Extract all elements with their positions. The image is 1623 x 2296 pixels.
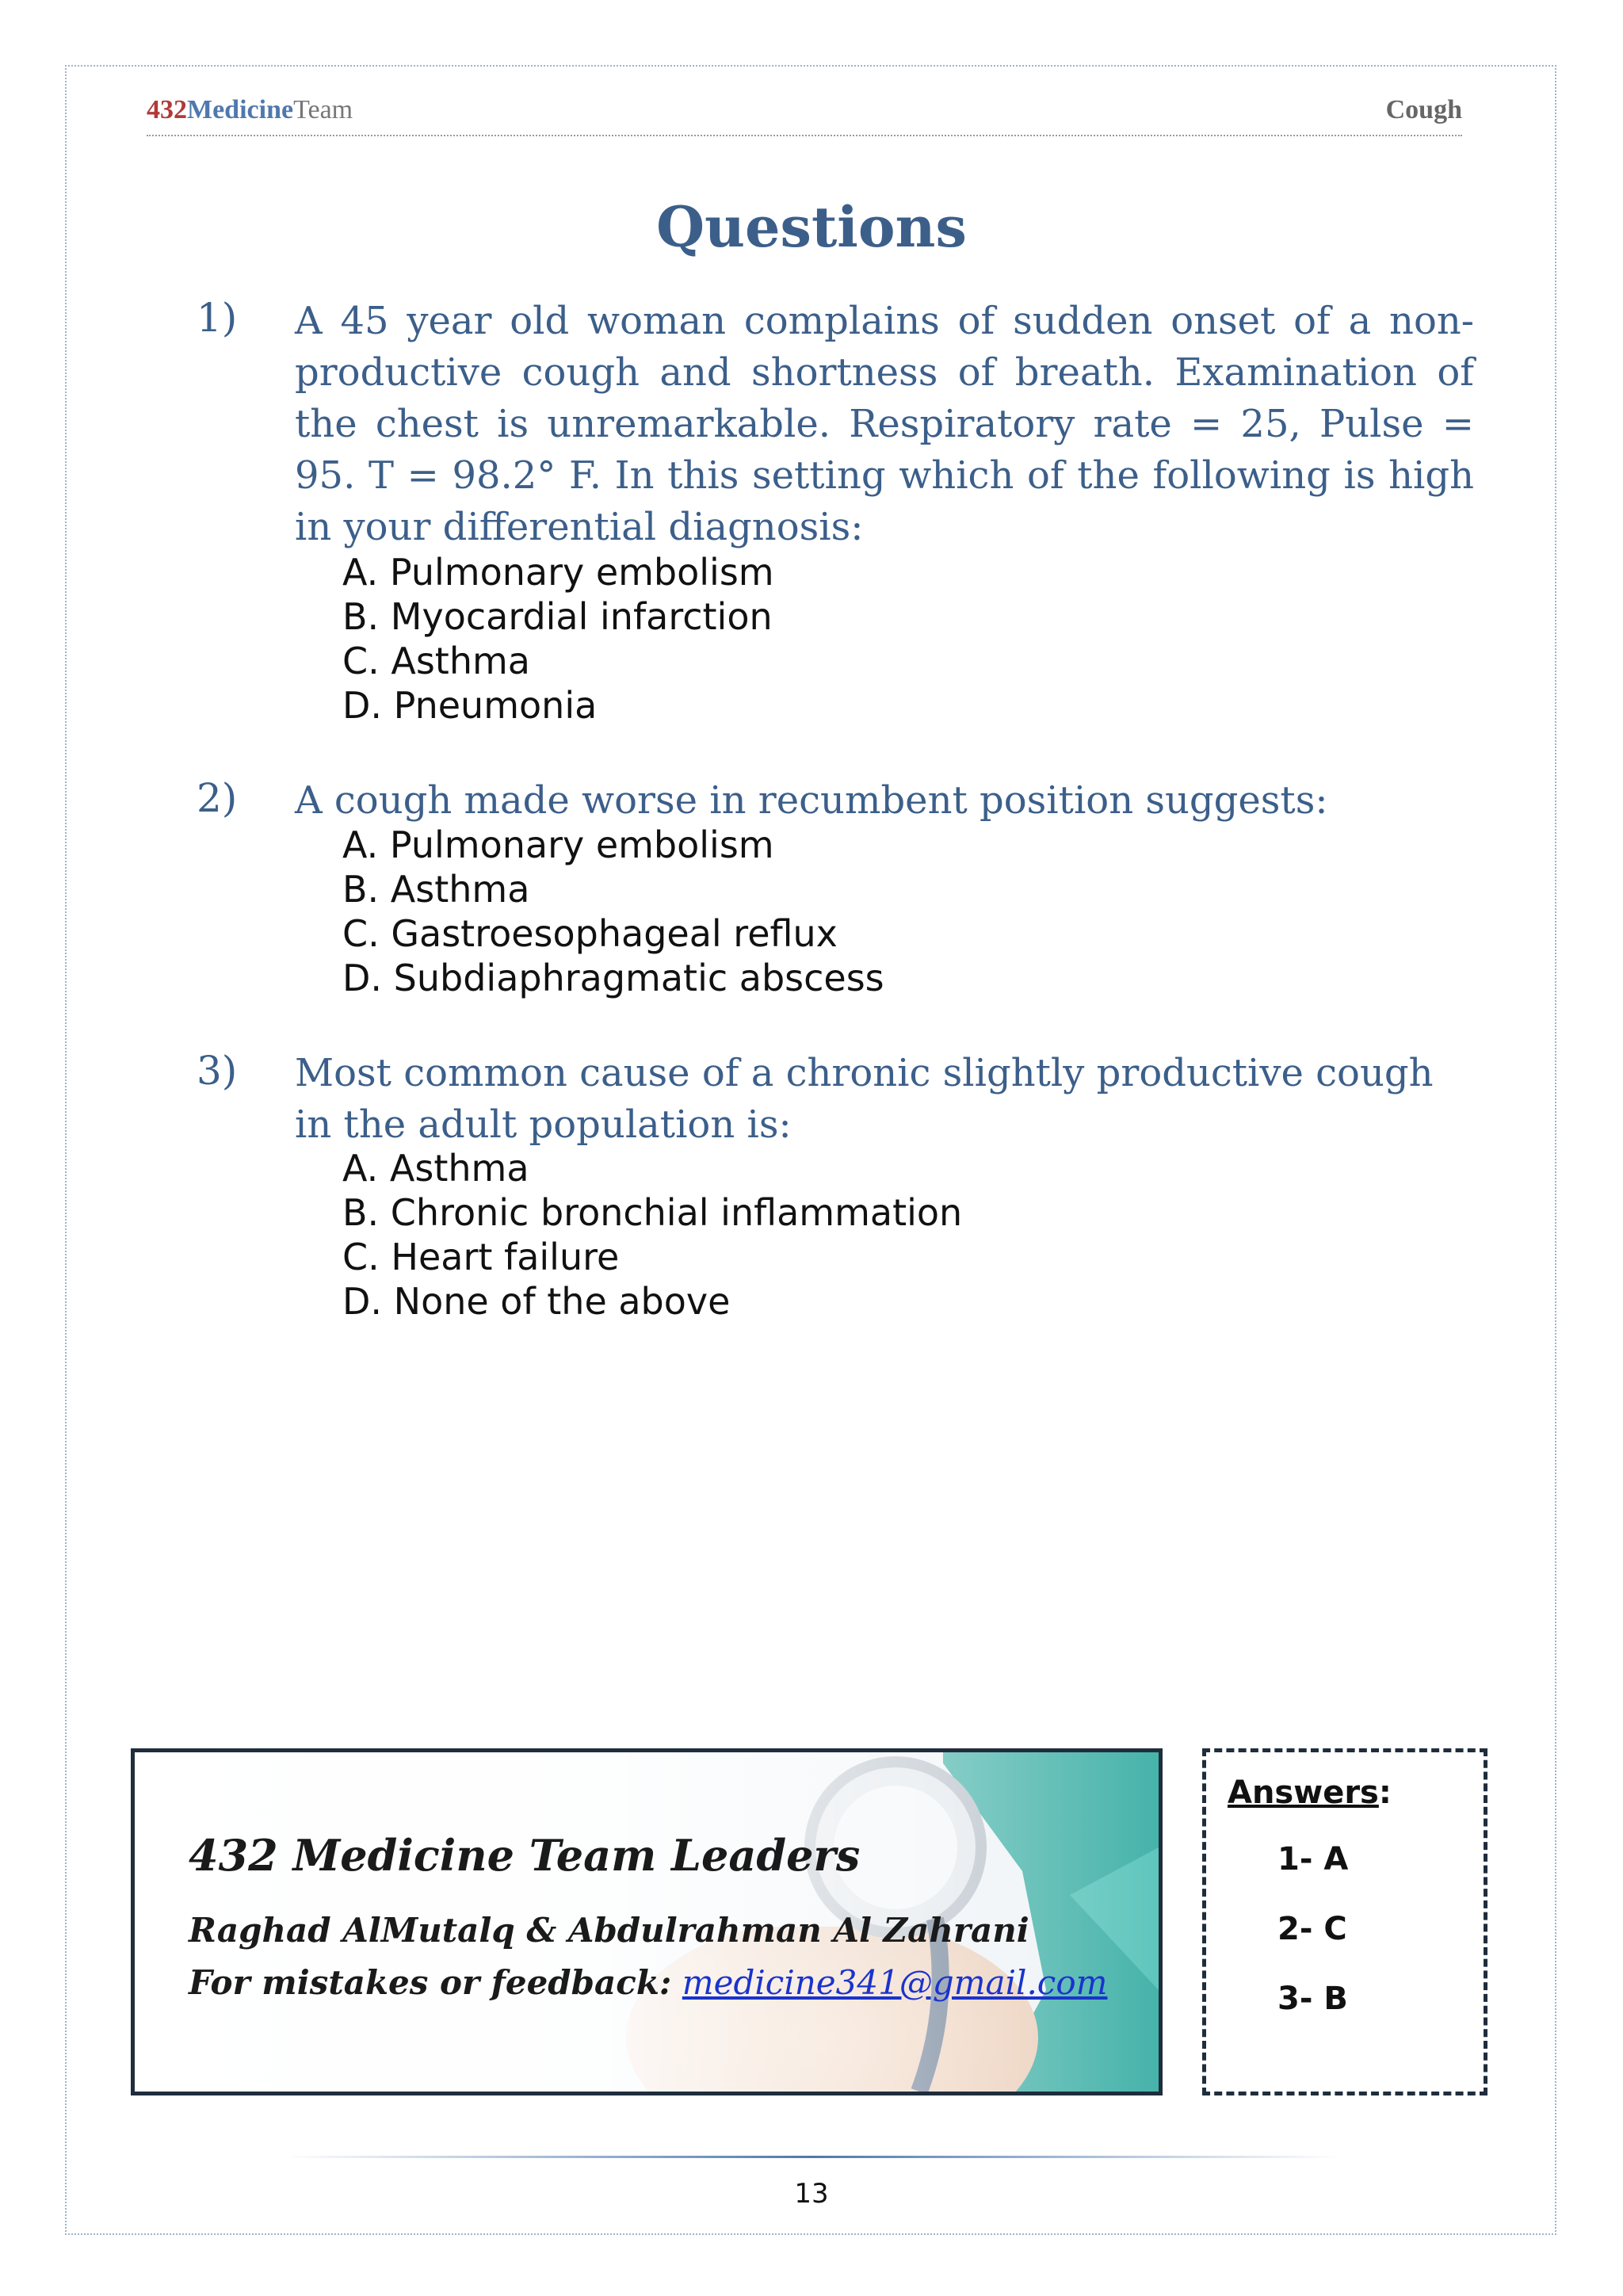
question-1-option-c: C. Asthma: [342, 640, 530, 682]
question-3-option-a: A. Asthma: [342, 1147, 529, 1190]
question-2-option-b: B. Asthma: [342, 868, 530, 911]
question-2-option-c: C. Gastroesophageal reflux: [342, 912, 838, 955]
question-1-option-a: A. Pulmonary embolism: [342, 551, 774, 594]
page-title: Questions: [656, 194, 967, 260]
question-3-option-c: C. Heart failure: [342, 1236, 620, 1278]
team-leaders-box: [131, 1748, 1163, 2095]
feedback-line: [189, 1963, 1107, 2002]
question-3-number: 3): [197, 1048, 238, 1094]
answers-box: [1202, 1748, 1487, 2095]
brand-number: 432: [147, 95, 187, 124]
answers-title-label: Answers: [1228, 1775, 1379, 1811]
header-topic: Cough: [1385, 95, 1462, 124]
feedback-email-link[interactable]: medicine341@gmail.com: [682, 1963, 1108, 2002]
answers-title-colon: :: [1378, 1775, 1392, 1811]
question-2-options: [342, 823, 884, 1000]
leaders-names: Raghad AlMutalq & Abdulrahman Al Zahrani: [189, 1911, 1029, 1950]
question-1-option-d: D. Pneumonia: [342, 684, 598, 727]
answer-2: 2- C: [1277, 1911, 1347, 1947]
feedback-label: For mistakes or feedback:: [189, 1963, 672, 2002]
question-2-number: 2): [197, 775, 238, 821]
question-1-options: [342, 550, 774, 728]
answer-1: 1- A: [1277, 1841, 1349, 1878]
question-1-option-b: B. Myocardial infarction: [342, 595, 773, 638]
leaders-title: 432 Medicine Team Leaders: [189, 1830, 861, 1881]
page-header: [147, 95, 1462, 136]
question-3-option-d: D. None of the above: [342, 1280, 731, 1323]
answers-list: [1277, 1839, 1348, 2049]
brand-team: Team: [293, 95, 353, 124]
page-number: 13: [794, 2178, 829, 2210]
question-1-number: 1): [197, 295, 238, 341]
answers-title: [1228, 1775, 1392, 1811]
brand-medicine: Medicine: [187, 95, 294, 124]
footer-divider: [285, 2156, 1339, 2159]
question-3-option-b: B. Chronic bronchial inflammation: [342, 1191, 963, 1234]
team-brand: [147, 95, 353, 125]
question-2-option-d: D. Subdiaphragmatic abscess: [342, 957, 884, 999]
question-3-text: Most common cause of a chronic slightly productive cough in the adult population is:: [295, 1051, 1434, 1147]
answer-3: 3- B: [1277, 1981, 1348, 2017]
question-2-option-a: A. Pulmonary embolism: [342, 823, 774, 866]
question-1-text: A 45 year old woman complains of sudden onset of a non-productive cough and shortness of breath. Examination of the chest is unremarkable. Respiratory rate = 25, Pulse = 95. T = 98.2° F. In this setting which of the following is high in your differential diagnosis:: [295, 299, 1474, 549]
question-2-text: A cough made worse in recumbent position suggests:: [295, 778, 1328, 823]
question-3-options: [342, 1146, 962, 1324]
